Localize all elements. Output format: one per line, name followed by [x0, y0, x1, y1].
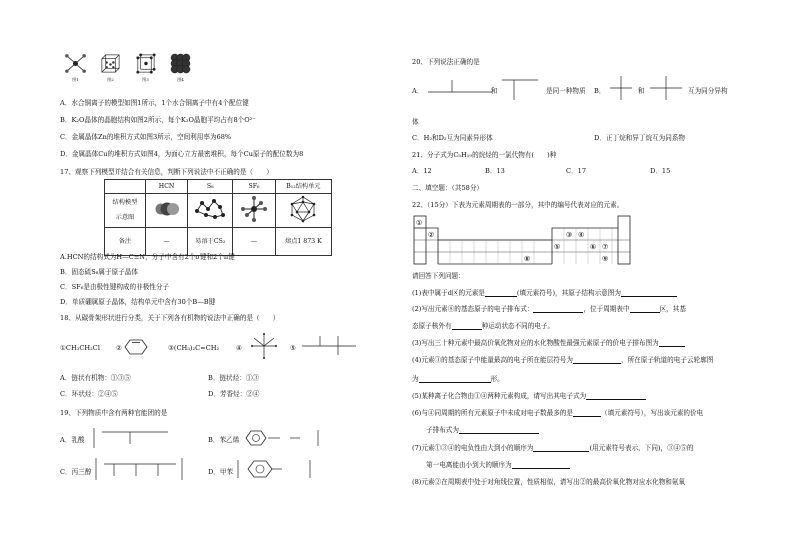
sf6-model-cell: [233, 194, 275, 228]
q21-option-d: D．15: [650, 167, 671, 175]
q18-molecule-2-label: ②: [116, 344, 122, 352]
q20-stem: 20、下列说法正确的是: [412, 58, 480, 66]
q22-text: ，位于周期表中: [583, 305, 630, 313]
q22-line-4: [412, 339, 685, 347]
q22-text: (4)元素③的基态原子中能量最高的电子所在能层符号为: [412, 356, 573, 364]
element-7: ⑦: [602, 243, 609, 251]
answer-blank[interactable]: [512, 462, 570, 469]
q22-text: (3)写出三十种元素中最高价氧化物对应的水化物酸性最强元素原子的价电子排布图为: [412, 339, 659, 347]
figure-4: [169, 52, 192, 82]
element-3: ③: [566, 231, 573, 239]
q21-stem: 21、分子式为C₅H₁₀的烷烃的一氯代物有( )种: [412, 151, 557, 159]
q17-stem: 17、观察下列模型并结合有关信息，判断下列说法中不正确的是（ ）: [60, 168, 273, 176]
q17-option-c: C．SF₆是由极性键构成的非极性分子: [60, 283, 170, 291]
q20-b-and: 和: [638, 87, 645, 95]
element-4: ④: [578, 231, 585, 239]
answer-blank[interactable]: [419, 376, 491, 383]
q17-option-d: D．单质硼属原子晶体，结构单元中含有30个B—B键: [60, 298, 216, 306]
answer-blank[interactable]: [459, 427, 539, 434]
q16-option-a: A．水合铜离子的模型如图1所示，1个水合铜离子中有4个配位键: [60, 99, 249, 107]
answer-blank[interactable]: [630, 306, 660, 313]
q18-option-d: D．芳香烃：②④: [208, 390, 260, 398]
answer-blank[interactable]: [533, 445, 589, 452]
q22-text: 形。: [490, 375, 504, 383]
q17-option-b: B．固态硫S₈属于原子晶体: [60, 268, 138, 276]
q22-text: 子排布式为: [426, 426, 459, 434]
q20-b-structure-2-icon: [646, 70, 686, 106]
branched-alkane-structure-icon: [298, 334, 360, 356]
row-label: 结构模型: [112, 198, 138, 206]
periodic-table-fragment: [412, 214, 632, 266]
cu-packing-model: [169, 52, 192, 75]
q18-molecule-5-label: ⑤: [290, 344, 296, 352]
figure-caption: 图2: [107, 77, 114, 83]
q22-line-2: [412, 305, 686, 313]
q20-a-tail: 是同一种物质: [546, 87, 586, 95]
answer-blank[interactable]: [573, 357, 621, 364]
q20-b-structure-1-icon: [606, 70, 636, 106]
answer-blank[interactable]: [586, 393, 646, 400]
q18-molecule-1: ①CH₃CH₂Cl: [60, 344, 100, 352]
q19-stem: 19、下列物质中含有两种官能团的是: [60, 409, 168, 417]
table-header: S₈: [188, 180, 233, 194]
q18-stem: 18、从碳骨架形状进行分类，关于下列各有机物的说法中正确的是（ ）: [60, 314, 280, 322]
answer-blank[interactable]: [485, 290, 517, 297]
q19-option-b: B．苯乙烯: [208, 436, 240, 444]
q21-option-a: A．12: [412, 167, 432, 175]
q22-text: (2)写出元素⑧的基态原子的电子排布式：: [412, 305, 534, 313]
q22-line-1: [412, 289, 677, 297]
q22-text: (1)表中属于d区的元素是: [412, 289, 485, 297]
q20-a-and: 和: [491, 87, 498, 95]
table-cell: —: [233, 228, 275, 256]
q22-text: （填元素符号），写出该元素的价电: [601, 409, 704, 417]
q20-option-a-prefix: A．: [412, 87, 424, 95]
table-cell: 易溶于CS₂: [188, 228, 233, 256]
glycerol-structure-icon: [92, 454, 188, 484]
figure-3: [134, 52, 157, 82]
q18-molecule-3: ③(CH₃)₂C=CH₂: [168, 344, 220, 352]
q20-option-d: D．正丁烷和异丁烷互为同系物: [594, 134, 686, 142]
q18-option-a: A．链状有机物：①③⑤: [60, 374, 131, 382]
q22-line-10: [412, 444, 694, 452]
neopentane-like-structure-icon: [244, 330, 284, 362]
figure-1: [64, 52, 87, 82]
q21-option-b: B．13: [485, 167, 505, 175]
figure-caption: 图1: [72, 77, 79, 83]
zn-packing-model: [134, 52, 157, 75]
hcn-model-cell: [145, 194, 187, 228]
answer-blank[interactable]: [452, 323, 482, 330]
figure-caption: 图3: [142, 77, 149, 83]
q18-molecule-4-label: ④: [236, 344, 242, 352]
q22-text: 为: [412, 375, 419, 383]
table-cell: 熔点1 873 K: [275, 228, 331, 256]
q19-option-d: D．甲苯: [208, 468, 234, 476]
element-5: ⑤: [554, 243, 561, 251]
figure-caption: 图4: [177, 77, 184, 83]
q22-text: ，所在原子轨道的电子云轮廓图: [621, 356, 714, 364]
q16-option-d: D．金属晶体Cu的堆积方式如图4，为面心立方最密堆积，每个Cu原子的配位数为8: [60, 150, 304, 158]
table-header: HCN: [145, 180, 187, 194]
table-header: [105, 180, 146, 194]
b12-model-cell: [275, 194, 331, 228]
q20-a-structure-1-icon: [424, 74, 496, 104]
q21-option-c: C．17: [566, 167, 587, 175]
b12-icosahedron-model: [289, 195, 317, 223]
table-cell: [105, 194, 146, 228]
element-9: ⑨: [602, 255, 609, 263]
q16-option-b: B．K₂O晶体的晶胞结构如图2所示，每个K₂O晶胞平均占有8个O²⁻: [60, 116, 256, 124]
element-2: ②: [428, 231, 435, 239]
s8-molecule-model: [193, 197, 227, 221]
answer-blank[interactable]: [659, 340, 685, 347]
element-1: ①: [416, 219, 423, 227]
crystal-figures: [64, 52, 192, 82]
hcn-molecule-model: [154, 201, 180, 217]
answer-blank[interactable]: [621, 290, 677, 297]
styrene-structure-icon: [244, 428, 324, 448]
element-6: ⑥: [590, 243, 597, 251]
lactic-acid-structure-icon: [88, 424, 180, 452]
q22-line-3: [412, 322, 554, 330]
sf6-molecule-model: [241, 196, 267, 222]
q20-b-tail: 互为同分异构: [688, 87, 728, 95]
q18-option-b: B．链状烃：①③: [208, 374, 260, 382]
answer-blank[interactable]: [533, 306, 583, 313]
q22-text: (用元素符号表示，下同)，③④⑤的: [589, 444, 694, 452]
q22-line-12: (8)元素②在周期表中处于对角线位置，性质相似，请写出②的最高价氧化物对应水化物和氨氧: [412, 478, 686, 486]
element-8: ⑧: [524, 255, 531, 263]
table-cell: —: [145, 228, 187, 256]
s8-model-cell: [188, 194, 233, 228]
q22-text: (6)与④同周期的所有元素原子中未成对电子数最多的是: [412, 409, 573, 417]
q22-line-5: [412, 356, 713, 364]
k2o-cell-model: [99, 52, 122, 75]
q22-line-11: [426, 461, 570, 469]
q22-line-6: [412, 375, 504, 383]
table-header: B₁₂结构单元: [275, 180, 331, 194]
q17-option-a: A.HCN的结构式为H—C≡N，分子中含有2个σ键和2个π键: [60, 253, 235, 261]
q22-text: (5)某种离子化合物由①④两种元素构成，请写出其电子式为: [412, 392, 587, 400]
q22-text: 区，其基: [659, 305, 686, 313]
q22-text: 态原子核外有: [412, 322, 452, 330]
q22-line-7: [412, 392, 646, 400]
cyclohexene-structure-icon: [124, 338, 148, 356]
q19-option-c: C．丙三醇: [60, 468, 92, 476]
q18-option-c: C．环状烃：②④⑤: [60, 390, 118, 398]
q20-option-c: C．H₂和D₂互为同素异形体: [412, 134, 493, 142]
q22-text: (7)元素①③④的电负性由大到小的顺序为: [412, 444, 534, 452]
q20-b-continuation: 体: [412, 118, 419, 126]
table-header: SF₆: [233, 180, 275, 194]
q22-prompt: 请回答下列问题：: [412, 272, 465, 280]
figure-2: [99, 52, 122, 82]
table-cell: 备注: [105, 228, 146, 256]
q22-text: 第一电离能由小到大的顺序为: [426, 461, 512, 469]
q22-text: (填元素符号)，其原子结构示意图为: [516, 289, 621, 297]
q19-option-a: A．乳酸: [60, 436, 85, 444]
q20-a-structure-2-icon: [498, 70, 544, 106]
q16-option-c: C．金属晶体Zn的堆积方式如图3所示，空间利用率为68%: [60, 133, 232, 141]
q22-text: 种运动状态不同的电子。: [481, 322, 555, 330]
q22-line-8: [412, 409, 703, 417]
q22-stem: 22、（15分）下表为元素周期表的一部分，其中的编号代表对应的元素。: [412, 201, 624, 209]
answer-blank[interactable]: [573, 410, 601, 417]
q20-option-b-prefix: B．: [594, 87, 606, 95]
row-label: 示意图: [115, 214, 135, 222]
section-two-title: 二、填空题：（共58分）: [412, 184, 484, 192]
hydrated-copper-ion-model: [64, 52, 87, 75]
toluene-structure-icon: [236, 458, 316, 480]
q22-line-9: [426, 426, 539, 434]
q17-structure-table: [104, 179, 332, 256]
